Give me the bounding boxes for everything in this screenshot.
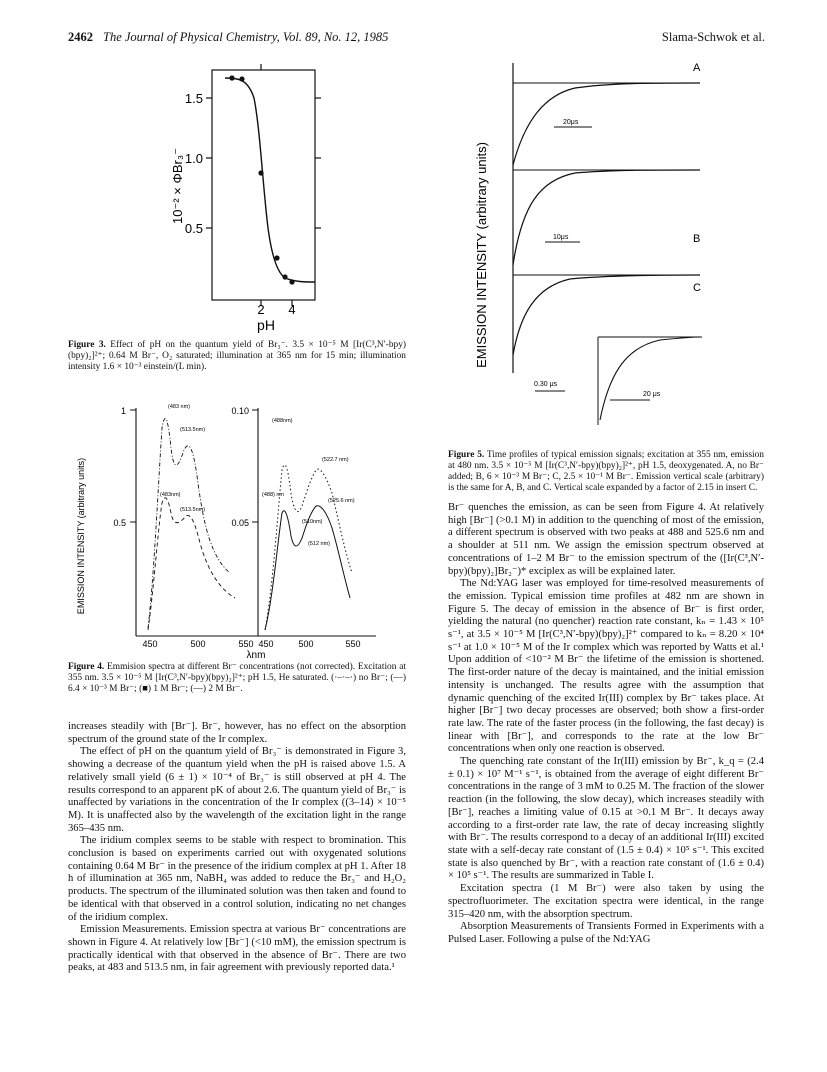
right-paragraph-2: The Nd:YAG laser was employed for time-resolved measurements of the emission. Typical emission time profiles at 482 nm are shown in Figure 5. The decay of emission in the absence of Br⁻ is first order, yielding the natural (no quencher) reaction rate constant, kₙ = 1.43 × 10⁵ s⁻¹, at 3.5 × 10⁻⁵ M [Ir(C³,N′-bpy)(bpy)₂]²⁺ compared to kₙ = 8.20 × 10⁴ s⁻¹ at 1.0 × 10⁻⁵ M of the Ir complex which was reported by Watts et al.¹ Upon addition of <10⁻² M Br⁻ the lifetime of the emission is shortened. The first-order nature of the decay is maintained, and the initial emission intensity is unchanged. The results agree with the assumption that dynamic quenching of the excited Ir(III) complex by Br⁻ takes place. At higher [Br⁻] two decay processes are observed; both show a first-order rate law. The rate of the faster process (in the following, the fast decay) is linear with [Br⁻], and corresponds to the rate at the low Br⁻ concentrations when only one reaction is observed. bbox=[448, 578, 764, 755]
page-number: 2462 bbox=[68, 30, 93, 44]
fig4-left-xtick-3: 550 bbox=[238, 639, 254, 649]
fig4-peak-label-9: (510nm) bbox=[302, 519, 323, 525]
right-paragraph-1: Br⁻ quenches the emission, as can be seen from Figure 4. At relatively high [Br⁻] (>0.1 M) in addition to the quenching of most of the emission, a different spectrum is observed with two peaks at 488 and 525.6 nm and a shoulder at 511 nm. We assign the emission spectrum observed at concentrations of 1–2 M Br⁻ to the emission spectrum of the ([Ir(C³,N′-bpy)(bpy)₂]Br₂⁻)* exciplex as will be explained later. bbox=[448, 502, 764, 577]
fig3-point bbox=[289, 279, 294, 284]
fig5-insert-curve bbox=[600, 337, 702, 420]
right-column-text bbox=[448, 502, 764, 947]
fig5-caption-text: Time profiles of typical emission signals; excitation at 355 nm, emission at 480 nm. 3.5 × 10⁻⁵ M [Ir(C³,N′-bpy)(bpy)₂]²⁺, pH 1.5, deoxygenated. A, no Br⁻ added; B, 6 × 10⁻³ M Br⁻; C, 2.5 × 10⁻¹ M Br⁻. Emission vertical scale (arbitrary) is the same for A, B, and C. Vertical scale expanded by a factor of 2.15 in insert C. bbox=[448, 450, 764, 493]
fig3-point bbox=[282, 274, 287, 279]
right-paragraph-3: The quenching rate constant of the Ir(III) emission by Br⁻, k_q = (2.4 ± 0.1) × 10⁷ M⁻¹ s⁻¹, is obtained from the average of eight different Br⁻ concentrations in the range of 3 mM to 0.25 M. The fraction of the slower reaction (in the following, the slow decay), which increases steadily with [Br⁻], reaches a limiting value of 0.15 at >0.1 M Br⁻. It decays away according to a first-order rate law, the rate of decay increasing slightly with Br⁻. The results correspond to a decay of an additional Ir(III) excited state with a self-decay rate constant of (1.5 ± 0.4) × 10⁵ s⁻¹. This excited state is also quenched by Br⁻, with a reaction rate constant of (1.6 ± 0.4) × 10⁵ s⁻¹. The results are summarized in Table I. bbox=[448, 756, 764, 882]
fig5-scale-C1: 0.30 μs bbox=[534, 381, 558, 388]
fig5-label-C: C bbox=[693, 282, 701, 294]
fig4-caption-label: Figure 4. bbox=[68, 662, 105, 672]
fig3-point bbox=[239, 76, 244, 81]
fig3-ytick-3: 0.5 bbox=[184, 221, 203, 236]
fig4-peak-label-5: (488nm) bbox=[272, 418, 293, 424]
fig4-peak-label-7: (488) nm bbox=[262, 492, 285, 498]
fig5-scale-C2: 20 μs bbox=[643, 391, 661, 398]
left-paragraph-3: The iridium complex seems to be stable with respect to bromination. This conclusion is based on experiments carried out with oxygenated solutions containing 0.64 M Br⁻ in the presence of the iridium complex at pH 1. After 18 h of illumination at 365 nm, NaBH₄ was added to reduce the Br₃⁻ and H₂O₂ products. The spectrum of the illuminated solution was then taken and found to be identical with that observed in a control solution, indicating no net changes of the iridium complex. bbox=[68, 835, 406, 923]
fig5-caption-label: Figure 5. bbox=[448, 450, 485, 460]
fig4-curve-no-br bbox=[148, 418, 230, 628]
figure-5-plot bbox=[450, 55, 765, 435]
fig3-ytick-2: 1.0 bbox=[184, 151, 203, 166]
fig4-xlabel: λnm bbox=[246, 650, 266, 660]
fig3-caption-text: Effect of pH on the quantum yield of Br₃⁻. 3.5 × 10⁻⁵ M [Ir(C³,N′-bpy)(bpy)₂]²⁺; 0.64 M Br⁻, O₂ saturated; illumination at 365 nm for 15 min; illumination intensity 1.6 × 10⁻³ einstein/(L min). bbox=[68, 340, 407, 372]
fig3-caption-label: Figure 3. bbox=[68, 340, 106, 350]
fig3-point bbox=[274, 255, 279, 260]
fig5-label-B: B bbox=[693, 233, 701, 245]
right-paragraph-4: Excitation spectra (1 M Br⁻) were also taken by using the spectrofluorimeter. The excitation spectra were identical, in the range 315–420 nm, with the absorption spectrum. bbox=[448, 883, 764, 920]
fig4-peak-label-3: (483nm) bbox=[160, 492, 181, 498]
fig5-scale-B: 10μs bbox=[553, 234, 569, 241]
fig3-point bbox=[229, 75, 234, 80]
left-paragraph-1: increases steadily with [Br⁻]. Br⁻, however, has no effect on the absorption spectrum of the ground state of the Ir complex. bbox=[68, 721, 406, 745]
fig3-xtick-1: 2 bbox=[257, 302, 265, 317]
figure-3-caption bbox=[68, 340, 406, 373]
fig5-ylabel: EMISSION INTENSITY (arbitrary units) bbox=[474, 142, 489, 368]
fig4-right-xtick-1: 450 bbox=[258, 639, 274, 649]
figure-4-caption bbox=[68, 662, 406, 695]
running-authors: Slama-Schwok et al. bbox=[661, 30, 765, 44]
fig3-xlabel: pH bbox=[257, 317, 275, 333]
fig4-left-xtick-2: 500 bbox=[190, 639, 206, 649]
fig4-left-xtick-1: 450 bbox=[142, 639, 158, 649]
fig5-label-A: A bbox=[693, 62, 701, 74]
figure-4-plot bbox=[70, 398, 395, 660]
left-paragraph-4: Emission Measurements. Emission spectra at various Br⁻ concentrations are shown in Figure 4. At relatively low [Br⁻] (<10 mM), the emission spectrum is practically identical with that observed in the absence of Br⁻. There are two peaks, at 483 and 513.5 nm, in fair agreement with previously reported data.¹ bbox=[68, 924, 406, 974]
fig4-right-ytick-1: 0.10 bbox=[231, 406, 249, 416]
figure-5-caption bbox=[448, 450, 764, 494]
fig4-right-xtick-2: 500 bbox=[298, 639, 314, 649]
fig5-curve-B bbox=[513, 170, 700, 265]
fig4-peak-label-4: (513.5nm) bbox=[180, 507, 206, 513]
fig4-right-ytick-2: 0.05 bbox=[231, 518, 249, 528]
fig3-xtick-2: 4 bbox=[288, 302, 296, 317]
fig4-right-xtick-3: 550 bbox=[345, 639, 361, 649]
fig4-peak-label-2: (513.5nm) bbox=[180, 427, 206, 433]
fig5-scale-A: 20μs bbox=[563, 119, 579, 126]
fig5-curve-A bbox=[513, 83, 700, 165]
fig3-ytick-1: 1.5 bbox=[184, 91, 203, 106]
fig3-curve bbox=[225, 78, 315, 282]
fig4-left-ytick-1: 1 bbox=[120, 406, 126, 416]
fig4-ylabel: EMISSION INTENSITY (arbitrary units) bbox=[76, 457, 86, 615]
right-paragraph-5: Absorption Measurements of Transients Formed in Experiments with a Pulsed Laser. Following a pulse of the Nd:YAG bbox=[448, 921, 764, 945]
fig5-curve-C bbox=[513, 275, 700, 355]
fig4-caption-text: Emmision spectra at different Br⁻ concentrations (not corrected). Excitation at 355 nm. 3.5 × 10⁻⁵ M [Ir(C³,N′-bpy)(bpy)₂]²⁺; pH 1.5, He saturated. (·–·–·) no Br⁻; (––) 6.4 × 10⁻³ M Br⁻; (■) 1 M Br⁻; (—) 2 M Br⁻. bbox=[68, 662, 406, 694]
journal-title: The Journal of Physical Chemistry, Vol. 89, No. 12, 1985 bbox=[103, 30, 389, 44]
fig4-peak-label-1: (483 nm) bbox=[168, 404, 191, 410]
fig3-point bbox=[258, 170, 263, 175]
left-column-text bbox=[68, 721, 406, 975]
fig4-peak-label-6: (522.7 nm) bbox=[322, 457, 349, 463]
fig4-peak-label-10: (512 nm) bbox=[308, 541, 331, 547]
fig3-ylabel: 10⁻² × ΦBr₃⁻ bbox=[170, 148, 185, 224]
left-paragraph-2: The effect of pH on the quantum yield of Br₃⁻ is demonstrated in Figure 3, showing a decrease of the quantum yield when the pH is raised above 1.5. A relatively small yield (6 ± 1) × 10⁻⁴ of Br₃⁻ is still observed at pH 4. The results correspond to an apparent pK of about 2.6. The quantum yield of Br₃⁻ is unaffected by variations in the concentration of the Ir complex ((3–14) × 10⁻⁵ M). It is unaffected also by the wavelength of the excitation light in the range 365–435 nm. bbox=[68, 746, 407, 834]
fig4-left-ytick-2: 0.5 bbox=[113, 518, 126, 528]
fig4-peak-label-8: (525.6 nm) bbox=[328, 498, 355, 504]
figure-3-plot bbox=[170, 58, 360, 333]
